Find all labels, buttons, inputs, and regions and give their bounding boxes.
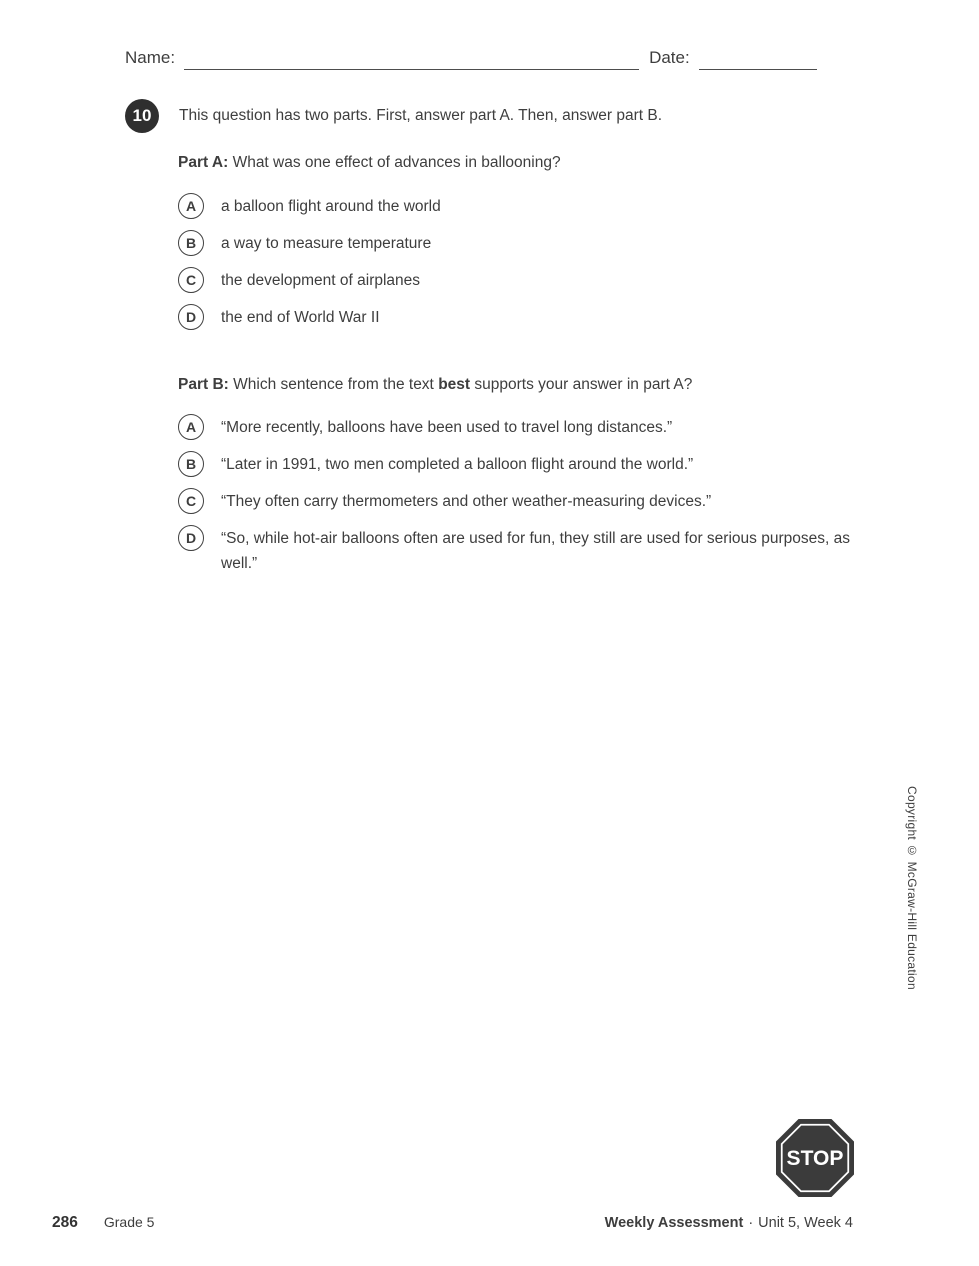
copyright-sidebar-text: Copyright © McGraw-Hill Education — [905, 786, 919, 990]
part-a-heading — [178, 154, 561, 172]
date-writein-line[interactable] — [699, 48, 817, 70]
choice-text: the end of World War II — [221, 309, 380, 326]
question-intro-text: This question has two parts. First, answer part A. Then, answer part B. — [179, 107, 663, 124]
answer-bubble-b[interactable]: B — [178, 451, 204, 477]
part-a-choices — [178, 193, 441, 341]
part-b-choice-b — [178, 451, 868, 477]
choice-text: “So, while hot-air balloons often are used for fun, they still are used for serious purposes, as well.” — [221, 530, 850, 572]
question-intro-row — [125, 99, 662, 133]
part-b-heading — [178, 376, 692, 394]
answer-bubble-c[interactable]: C — [178, 267, 204, 293]
part-a-label: Part A: — [178, 154, 229, 171]
part-a-choice-c — [178, 267, 441, 293]
grade-label: Grade 5 — [103, 1214, 155, 1230]
answer-bubble-c[interactable]: C — [178, 488, 204, 514]
answer-bubble-a[interactable]: A — [178, 193, 204, 219]
part-a-choice-d — [178, 304, 441, 330]
answer-bubble-d[interactable]: D — [178, 525, 204, 551]
name-writein-line[interactable] — [184, 48, 639, 70]
part-b-choice-c — [178, 488, 868, 514]
answer-bubble-d[interactable]: D — [178, 304, 204, 330]
answer-bubble-b[interactable]: B — [178, 230, 204, 256]
part-b-choice-a — [178, 414, 868, 440]
part-b-choice-d — [178, 525, 868, 576]
choice-text: “They often carry thermometers and other weather-measuring devices.” — [221, 493, 712, 510]
name-date-header — [125, 46, 825, 70]
unit-week-label: Unit 5, Week 4 — [758, 1215, 853, 1231]
choice-text: the development of airplanes — [221, 272, 421, 289]
choice-text: “More recently, balloons have been used to travel long distances.” — [221, 419, 673, 436]
part-b-label: Part B: — [178, 376, 229, 393]
question-number-badge: 10 — [125, 99, 159, 133]
page-number: 286 — [52, 1214, 78, 1231]
footer-separator: · — [748, 1215, 754, 1231]
part-b-prompt-start: Which sentence from the text — [233, 376, 439, 393]
part-b-prompt-end: supports your answer in part A? — [470, 376, 693, 393]
choice-text: “Later in 1991, two men completed a balloon flight around the world.” — [221, 456, 694, 473]
stop-sign-icon — [776, 1119, 854, 1197]
page-footer — [52, 1214, 853, 1232]
assessment-title: Weekly Assessment — [604, 1215, 744, 1231]
footer-right — [605, 1215, 853, 1231]
date-label: Date: — [649, 48, 690, 67]
part-b-prompt-bold: best — [438, 376, 471, 393]
name-label: Name: — [125, 48, 176, 67]
choice-text: a balloon flight around the world — [221, 198, 441, 215]
part-a-prompt: What was one effect of advances in ballooning? — [232, 154, 561, 171]
choice-text: a way to measure temperature — [221, 235, 432, 252]
footer-left — [52, 1214, 154, 1232]
part-a-choice-a — [178, 193, 441, 219]
part-b-choices — [178, 414, 868, 587]
stop-label: STOP — [786, 1147, 844, 1171]
part-a-choice-b — [178, 230, 441, 256]
answer-bubble-a[interactable]: A — [178, 414, 204, 440]
